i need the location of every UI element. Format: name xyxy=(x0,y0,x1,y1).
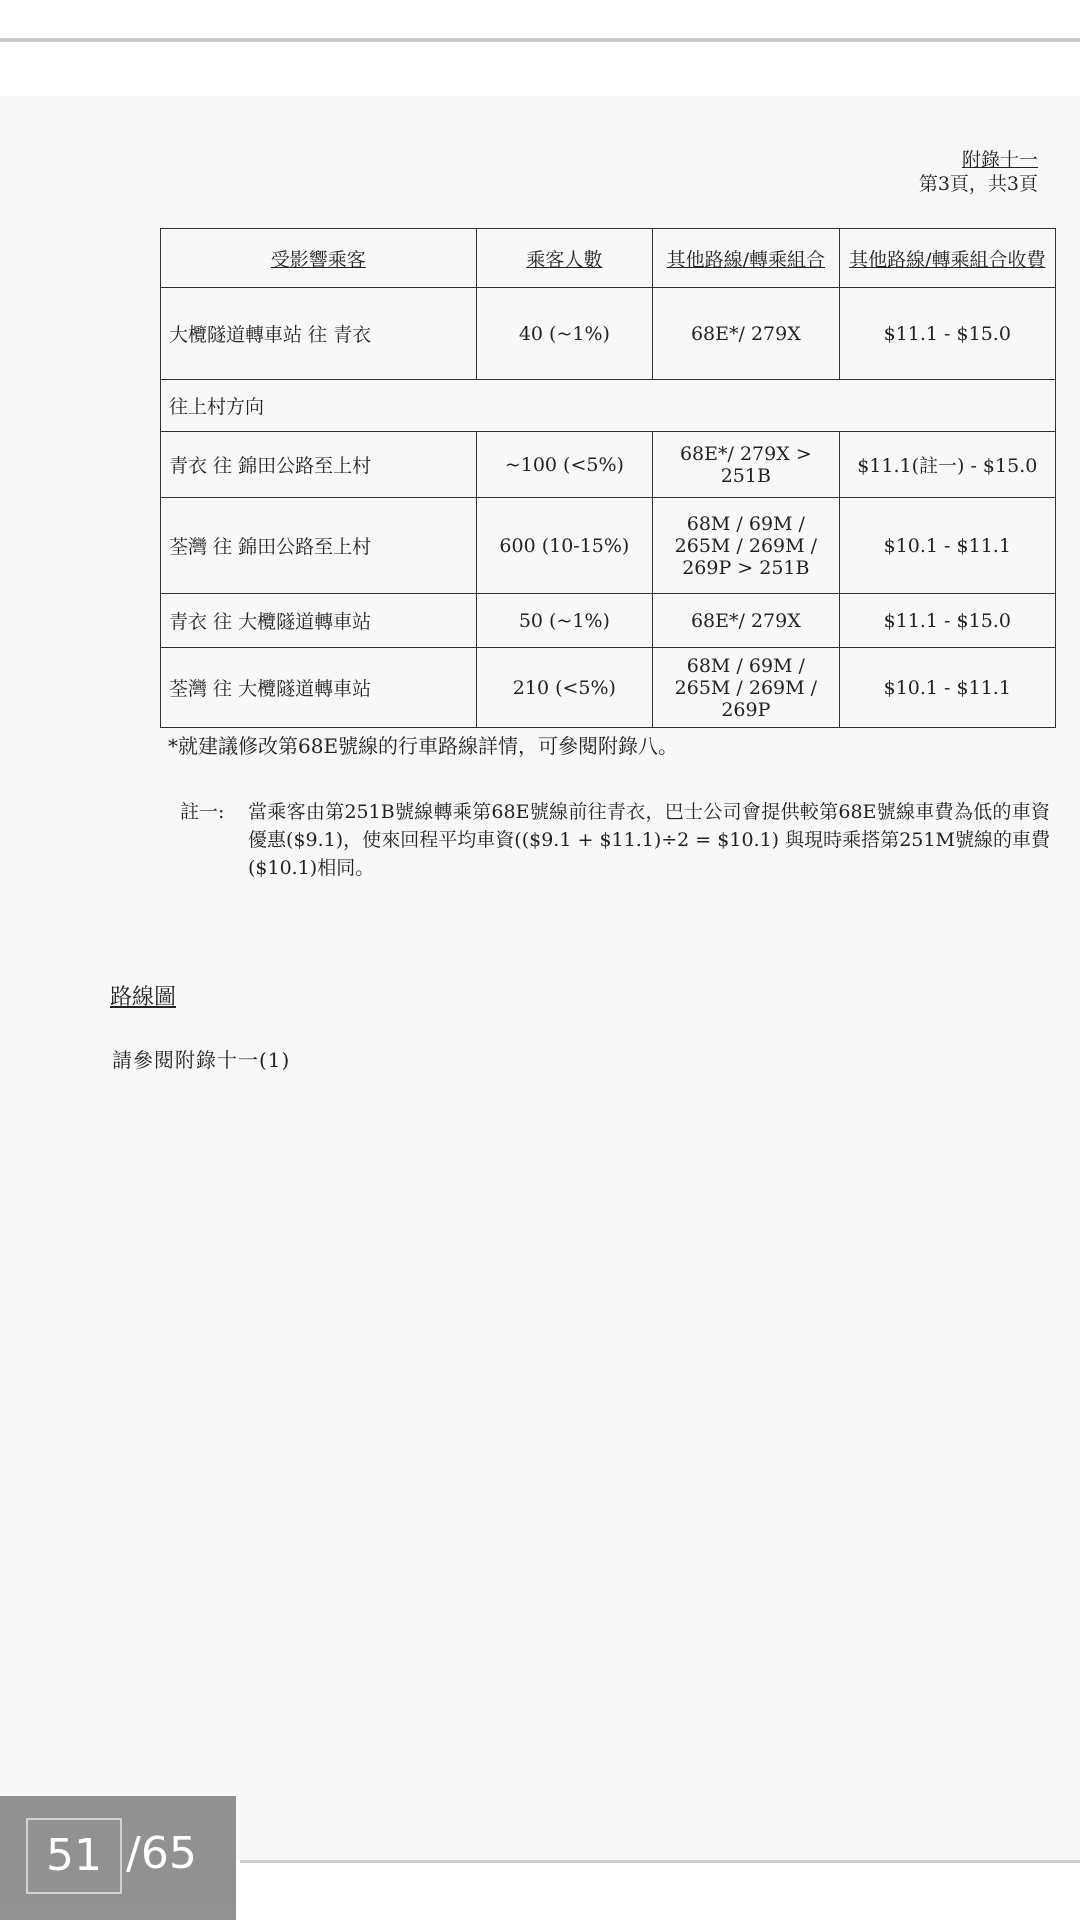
row-routes: 68E*/ 279X xyxy=(653,288,839,380)
row-fare: $10.1 - $11.1 xyxy=(839,648,1055,728)
footnote: *就建議修改第68E號線的行車路線詳情，可參閱附錄八。 xyxy=(168,734,679,758)
col-affected-passengers: 受影響乘客 xyxy=(161,229,477,288)
row-fare: $11.1 - $15.0 xyxy=(839,288,1055,380)
table-row xyxy=(161,648,1056,728)
col-alt-routes: 其他路線/轉乘組合 xyxy=(653,229,839,288)
current-page-number[interactable]: 51 xyxy=(26,1818,122,1894)
bottom-divider xyxy=(240,1860,1080,1863)
row-fare: $11.1 - $15.0 xyxy=(839,594,1055,648)
fare-note xyxy=(180,798,1050,882)
page-info: 第3頁，共3頁 xyxy=(918,173,1038,195)
col-passenger-count: 乘客人數 xyxy=(476,229,653,288)
row-count: 40 (~1%) xyxy=(476,288,653,380)
row-label: 青衣 往 大欖隧道轉車站 xyxy=(161,594,477,648)
table-row xyxy=(161,594,1056,648)
appendix-title: 附錄十一 xyxy=(961,149,1038,171)
row-count: 50 (~1%) xyxy=(476,594,653,648)
row-label: 荃灣 往 錦田公路至上村 xyxy=(161,498,477,594)
row-count: 210 (<5%) xyxy=(476,648,653,728)
table-row xyxy=(161,432,1056,498)
section-heading: 往上村方向 xyxy=(161,380,1056,432)
note-text: 當乘客由第251B號線轉乘第68E號線前往青衣，巴士公司會提供較第68E號線車費為低的車資優惠($9.1)，使來回程平均車資(($9.1 + $11.1)÷2 = $10.1) 與現時乘搭第251M號線的車費 ($10.1)相同。 xyxy=(248,801,1050,879)
row-count: 600 (10-15%) xyxy=(476,498,653,594)
row-fare: $11.1(註一) - $15.0 xyxy=(839,432,1055,498)
section-text: 請參閱附錄十一(1) xyxy=(112,1048,291,1072)
page-header xyxy=(919,148,1038,196)
row-label: 荃灣 往 大欖隧道轉車站 xyxy=(161,648,477,728)
table-header-row xyxy=(161,229,1056,288)
row-routes: 68E*/ 279X > 251B xyxy=(653,432,839,498)
table-row xyxy=(161,498,1056,594)
table-section-row xyxy=(161,380,1056,432)
section-title: 路線圖 xyxy=(110,985,177,1010)
note-label: 註一: xyxy=(180,801,225,823)
row-label: 青衣 往 錦田公路至上村 xyxy=(161,432,477,498)
row-routes: 68E*/ 279X xyxy=(653,594,839,648)
top-divider xyxy=(0,38,1080,42)
row-fare: $10.1 - $11.1 xyxy=(839,498,1055,594)
document-page xyxy=(0,96,1080,1860)
total-pages: /65 xyxy=(126,1828,197,1879)
row-label: 大欖隧道轉車站 往 青衣 xyxy=(161,288,477,380)
page-indicator[interactable] xyxy=(0,1796,236,1920)
row-count: ~100 (<5%) xyxy=(476,432,653,498)
col-alt-fares: 其他路線/轉乘組合收費 xyxy=(839,229,1055,288)
passenger-table xyxy=(160,228,1056,728)
row-routes: 68M / 69M / 265M / 269M / 269P > 251B xyxy=(653,498,839,594)
row-routes: 68M / 69M / 265M / 269M / 269P xyxy=(653,648,839,728)
table-row xyxy=(161,288,1056,380)
